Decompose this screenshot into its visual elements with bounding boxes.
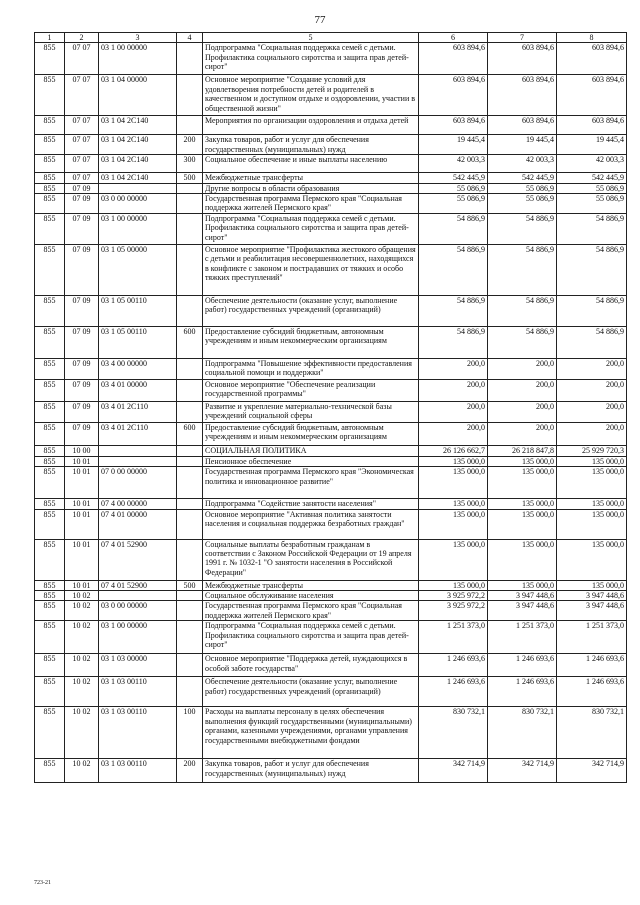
table-header-row (35, 33, 627, 43)
cell-subsection: 10 02 (65, 601, 99, 621)
cell-description: Основное мероприятие "Создание условий для удовлетворения потребности детей и родителей в качественном и доступном отдыхе и оздоровлении, участии в общественной жизни" (203, 75, 419, 116)
cell-subsection: 07 09 (65, 213, 99, 244)
table-row (35, 173, 627, 183)
cell-subsection: 10 01 (65, 456, 99, 466)
cell-expense-type: 300 (177, 155, 203, 173)
column-header: 7 (488, 33, 557, 43)
cell-description: Подпрограмма "Социальная поддержка семей с детьми. Профилактика социального сиротства и защита прав детей-сирот" (203, 621, 419, 654)
cell-amount-col8: 342 714,9 (557, 759, 627, 783)
cell-description: Предоставление субсидий бюджетным, автономным учреждениям и иным некоммерческим организациям (203, 326, 419, 358)
table-row (35, 707, 627, 759)
cell-target-article: 03 1 05 00000 (99, 244, 177, 295)
cell-section-code: 855 (35, 445, 65, 456)
cell-amount-col6: 3 925 972,2 (419, 591, 488, 601)
cell-amount-col6: 3 925 972,2 (419, 601, 488, 621)
cell-section-code: 855 (35, 456, 65, 466)
cell-amount-col8: 1 246 693,6 (557, 654, 627, 677)
cell-expense-type (177, 295, 203, 326)
cell-description: Закупка товаров, работ и услуг для обеспечения государственных (муниципальных) нужд (203, 135, 419, 155)
cell-description: Обеспечение деятельности (оказание услуг, выполнение работ) государственных учреждений (организаций) (203, 677, 419, 707)
table-row (35, 677, 627, 707)
cell-amount-col8: 542 445,9 (557, 173, 627, 183)
cell-amount-col6: 55 086,9 (419, 183, 488, 193)
cell-subsection: 07 09 (65, 422, 99, 445)
cell-description: Социальное обеспечение и иные выплаты населению (203, 155, 419, 173)
cell-expense-type: 500 (177, 173, 203, 183)
cell-subsection: 10 01 (65, 509, 99, 539)
cell-section-code: 855 (35, 539, 65, 580)
cell-amount-col7: 135 000,0 (488, 539, 557, 580)
cell-amount-col8: 200,0 (557, 379, 627, 401)
cell-description: Социальные выплаты безработным гражданам в соответствии с Законом Российской Федерации от 19 апреля 1991 г. № 1032-1 "О занятости населения в Российской Федерации" (203, 539, 419, 580)
cell-subsection: 10 02 (65, 707, 99, 759)
cell-amount-col6: 542 445,9 (419, 173, 488, 183)
cell-subsection: 07 07 (65, 173, 99, 183)
cell-expense-type (177, 677, 203, 707)
cell-amount-col8: 54 886,9 (557, 244, 627, 295)
cell-target-article: 03 1 03 00110 (99, 677, 177, 707)
table-row (35, 116, 627, 135)
cell-subsection: 07 09 (65, 358, 99, 379)
cell-amount-col8: 1 251 373,0 (557, 621, 627, 654)
cell-section-code: 855 (35, 379, 65, 401)
cell-amount-col8: 603 894,6 (557, 75, 627, 116)
cell-amount-col7: 1 251 373,0 (488, 621, 557, 654)
cell-amount-col6: 135 000,0 (419, 499, 488, 509)
cell-amount-col6: 1 246 693,6 (419, 654, 488, 677)
cell-amount-col8: 603 894,6 (557, 116, 627, 135)
cell-amount-col8: 25 929 720,3 (557, 445, 627, 456)
cell-target-article: 03 1 04 2С140 (99, 155, 177, 173)
cell-amount-col8: 55 086,9 (557, 194, 627, 214)
cell-subsection: 10 01 (65, 499, 99, 509)
cell-subsection: 07 09 (65, 183, 99, 193)
table-row (35, 621, 627, 654)
cell-section-code: 855 (35, 499, 65, 509)
table-row (35, 654, 627, 677)
cell-description: Государственная программа Пермского края "Экономическая политика и инновационное развитие" (203, 467, 419, 499)
cell-expense-type (177, 621, 203, 654)
cell-expense-type (177, 467, 203, 499)
table-row (35, 539, 627, 580)
cell-amount-col6: 135 000,0 (419, 539, 488, 580)
table-row (35, 244, 627, 295)
cell-description: Подпрограмма "Социальная поддержка семей с детьми. Профилактика социального сиротства и защита прав детей-сирот" (203, 43, 419, 75)
table-row (35, 445, 627, 456)
cell-subsection: 07 07 (65, 43, 99, 75)
cell-target-article: 07 4 01 52900 (99, 539, 177, 580)
table-row (35, 75, 627, 116)
cell-description: Мероприятия по организации оздоровления и отдыха детей (203, 116, 419, 135)
cell-amount-col6: 54 886,9 (419, 295, 488, 326)
cell-subsection: 07 07 (65, 155, 99, 173)
cell-amount-col6: 603 894,6 (419, 75, 488, 116)
cell-amount-col8: 200,0 (557, 358, 627, 379)
cell-section-code: 855 (35, 591, 65, 601)
cell-description: Государственная программа Пермского края "Социальная поддержка жителей Пермского края" (203, 601, 419, 621)
cell-amount-col8: 54 886,9 (557, 213, 627, 244)
cell-description: Государственная программа Пермского края "Социальная поддержка жителей Пермского края" (203, 194, 419, 214)
cell-description: Подпрограмма "Социальная поддержка семей с детьми. Профилактика социального сиротства и защита прав детей-сирот" (203, 213, 419, 244)
cell-amount-col6: 19 445,4 (419, 135, 488, 155)
cell-amount-col8: 603 894,6 (557, 43, 627, 75)
cell-expense-type (177, 194, 203, 214)
column-header: 8 (557, 33, 627, 43)
table-row (35, 499, 627, 509)
cell-expense-type: 600 (177, 326, 203, 358)
column-header: 1 (35, 33, 65, 43)
cell-amount-col7: 54 886,9 (488, 244, 557, 295)
cell-subsection: 07 09 (65, 244, 99, 295)
table-row (35, 183, 627, 193)
table-row (35, 456, 627, 466)
cell-target-article: 03 4 01 2С110 (99, 401, 177, 422)
column-header: 4 (177, 33, 203, 43)
table-row (35, 213, 627, 244)
cell-target-article: 03 4 00 00000 (99, 358, 177, 379)
cell-amount-col8: 54 886,9 (557, 326, 627, 358)
cell-amount-col6: 26 126 662,7 (419, 445, 488, 456)
cell-section-code: 855 (35, 183, 65, 193)
cell-amount-col8: 135 000,0 (557, 499, 627, 509)
cell-target-article (99, 591, 177, 601)
cell-expense-type (177, 213, 203, 244)
cell-description: Закупка товаров, работ и услуг для обеспечения государственных (муниципальных) нужд (203, 759, 419, 783)
table-row (35, 467, 627, 499)
cell-target-article: 03 1 04 2С140 (99, 116, 177, 135)
cell-subsection: 07 07 (65, 116, 99, 135)
cell-subsection: 10 01 (65, 539, 99, 580)
cell-amount-col6: 1 246 693,6 (419, 677, 488, 707)
cell-section-code: 855 (35, 173, 65, 183)
cell-section-code: 855 (35, 116, 65, 135)
cell-target-article: 07 4 01 52900 (99, 580, 177, 590)
cell-section-code: 855 (35, 401, 65, 422)
cell-section-code: 855 (35, 135, 65, 155)
cell-target-article: 03 1 05 00110 (99, 295, 177, 326)
cell-section-code: 855 (35, 677, 65, 707)
budget-table (34, 32, 627, 783)
cell-expense-type (177, 183, 203, 193)
cell-expense-type (177, 591, 203, 601)
cell-section-code: 855 (35, 580, 65, 590)
cell-target-article: 03 1 05 00110 (99, 326, 177, 358)
cell-section-code: 855 (35, 621, 65, 654)
cell-amount-col6: 135 000,0 (419, 509, 488, 539)
cell-amount-col6: 830 732,1 (419, 707, 488, 759)
cell-amount-col7: 54 886,9 (488, 213, 557, 244)
cell-subsection: 10 00 (65, 445, 99, 456)
cell-amount-col7: 200,0 (488, 422, 557, 445)
cell-amount-col6: 54 886,9 (419, 244, 488, 295)
cell-expense-type (177, 379, 203, 401)
cell-description: Основное мероприятие "Поддержка детей, нуждающихся в особой заботе государства" (203, 654, 419, 677)
cell-section-code: 855 (35, 467, 65, 499)
column-header: 5 (203, 33, 419, 43)
cell-description: Социальное обслуживание населения (203, 591, 419, 601)
table-row (35, 295, 627, 326)
table-row (35, 401, 627, 422)
table-row (35, 580, 627, 590)
cell-expense-type (177, 244, 203, 295)
cell-description: Предоставление субсидий бюджетным, автономным учреждениям и иным некоммерческим организациям (203, 422, 419, 445)
cell-subsection: 07 09 (65, 401, 99, 422)
cell-subsection: 07 07 (65, 135, 99, 155)
cell-amount-col7: 830 732,1 (488, 707, 557, 759)
cell-description: Обеспечение деятельности (оказание услуг, выполнение работ) государственных учреждений (организаций) (203, 295, 419, 326)
cell-description: Расходы на выплаты персоналу в целях обеспечения выполнения функций государственными (муниципальными) органами, казенными учреждениями, органами управления государственными внебюджетными фондами (203, 707, 419, 759)
cell-subsection: 10 02 (65, 759, 99, 783)
table-row (35, 194, 627, 214)
cell-section-code: 855 (35, 601, 65, 621)
cell-amount-col6: 54 886,9 (419, 213, 488, 244)
cell-subsection: 10 02 (65, 654, 99, 677)
cell-amount-col8: 135 000,0 (557, 580, 627, 590)
cell-amount-col7: 55 086,9 (488, 183, 557, 193)
column-header: 2 (65, 33, 99, 43)
cell-amount-col7: 200,0 (488, 379, 557, 401)
cell-description: Основное мероприятие "Активная политика занятости населения и социальная поддержка безработных граждан" (203, 509, 419, 539)
cell-section-code: 855 (35, 75, 65, 116)
cell-expense-type (177, 601, 203, 621)
cell-section-code: 855 (35, 654, 65, 677)
cell-amount-col6: 42 003,3 (419, 155, 488, 173)
cell-expense-type: 200 (177, 135, 203, 155)
cell-amount-col6: 200,0 (419, 422, 488, 445)
cell-target-article (99, 456, 177, 466)
cell-amount-col7: 1 246 693,6 (488, 654, 557, 677)
cell-amount-col7: 54 886,9 (488, 326, 557, 358)
cell-amount-col7: 3 947 448,6 (488, 601, 557, 621)
cell-amount-col8: 135 000,0 (557, 509, 627, 539)
cell-amount-col7: 26 218 847,8 (488, 445, 557, 456)
cell-section-code: 855 (35, 43, 65, 75)
page-number: 77 (314, 14, 326, 26)
cell-amount-col7: 135 000,0 (488, 467, 557, 499)
cell-target-article: 07 0 00 00000 (99, 467, 177, 499)
cell-amount-col6: 603 894,6 (419, 116, 488, 135)
cell-amount-col7: 200,0 (488, 401, 557, 422)
cell-amount-col8: 3 947 448,6 (557, 601, 627, 621)
table-row (35, 379, 627, 401)
cell-expense-type (177, 654, 203, 677)
cell-amount-col8: 830 732,1 (557, 707, 627, 759)
cell-description: Подпрограмма "Содействие занятости населения" (203, 499, 419, 509)
cell-expense-type: 100 (177, 707, 203, 759)
cell-amount-col7: 135 000,0 (488, 499, 557, 509)
cell-amount-col6: 55 086,9 (419, 194, 488, 214)
cell-target-article (99, 445, 177, 456)
cell-section-code: 855 (35, 194, 65, 214)
cell-target-article: 03 1 04 00000 (99, 75, 177, 116)
cell-amount-col7: 42 003,3 (488, 155, 557, 173)
cell-amount-col8: 135 000,0 (557, 467, 627, 499)
cell-expense-type (177, 456, 203, 466)
cell-section-code: 855 (35, 707, 65, 759)
cell-amount-col7: 603 894,6 (488, 43, 557, 75)
cell-expense-type (177, 75, 203, 116)
cell-amount-col7: 135 000,0 (488, 509, 557, 539)
cell-target-article: 03 1 03 00110 (99, 759, 177, 783)
cell-subsection: 10 02 (65, 591, 99, 601)
cell-section-code: 855 (35, 509, 65, 539)
cell-amount-col6: 200,0 (419, 379, 488, 401)
cell-amount-col8: 3 947 448,6 (557, 591, 627, 601)
cell-target-article: 03 1 03 00000 (99, 654, 177, 677)
column-header: 6 (419, 33, 488, 43)
cell-subsection: 07 09 (65, 379, 99, 401)
cell-amount-col7: 55 086,9 (488, 194, 557, 214)
cell-target-article: 07 4 00 00000 (99, 499, 177, 509)
cell-amount-col6: 342 714,9 (419, 759, 488, 783)
cell-amount-col8: 42 003,3 (557, 155, 627, 173)
cell-target-article: 03 1 00 00000 (99, 213, 177, 244)
cell-amount-col6: 200,0 (419, 358, 488, 379)
cell-amount-col8: 135 000,0 (557, 456, 627, 466)
table-row (35, 326, 627, 358)
cell-amount-col7: 542 445,9 (488, 173, 557, 183)
cell-amount-col7: 603 894,6 (488, 75, 557, 116)
cell-amount-col6: 54 886,9 (419, 326, 488, 358)
cell-section-code: 855 (35, 326, 65, 358)
cell-amount-col8: 1 246 693,6 (557, 677, 627, 707)
cell-amount-col8: 200,0 (557, 422, 627, 445)
cell-amount-col7: 135 000,0 (488, 456, 557, 466)
cell-target-article: 03 4 01 2С110 (99, 422, 177, 445)
cell-target-article: 03 1 04 2С140 (99, 173, 177, 183)
cell-amount-col7: 19 445,4 (488, 135, 557, 155)
cell-target-article: 03 1 03 00110 (99, 707, 177, 759)
table-row (35, 509, 627, 539)
cell-amount-col7: 54 886,9 (488, 295, 557, 326)
cell-description: Межбюджетные трансферты (203, 173, 419, 183)
cell-expense-type (177, 509, 203, 539)
cell-section-code: 855 (35, 244, 65, 295)
cell-subsection: 07 09 (65, 326, 99, 358)
table-body (35, 43, 627, 783)
cell-description: Основное мероприятие "Обеспечение реализации государственной программы" (203, 379, 419, 401)
cell-amount-col6: 200,0 (419, 401, 488, 422)
cell-target-article: 03 4 01 00000 (99, 379, 177, 401)
cell-subsection: 10 02 (65, 677, 99, 707)
table-row (35, 601, 627, 621)
cell-description: Основное мероприятие "Профилактика жестокого обращения с детьми и реабилитация несовершеннолетних, находящихся в конфликте с законом и пострадавших от тяжких и особо тяжких преступлений" (203, 244, 419, 295)
cell-expense-type (177, 539, 203, 580)
cell-amount-col7: 342 714,9 (488, 759, 557, 783)
cell-expense-type (177, 358, 203, 379)
cell-section-code: 855 (35, 358, 65, 379)
cell-amount-col8: 19 445,4 (557, 135, 627, 155)
cell-description: Пенсионное обеспечение (203, 456, 419, 466)
cell-subsection: 10 02 (65, 621, 99, 654)
cell-target-article: 03 0 00 00000 (99, 601, 177, 621)
table-row (35, 591, 627, 601)
table-row (35, 358, 627, 379)
cell-expense-type: 600 (177, 422, 203, 445)
cell-amount-col8: 55 086,9 (557, 183, 627, 193)
cell-target-article: 07 4 01 00000 (99, 509, 177, 539)
cell-expense-type: 500 (177, 580, 203, 590)
table-row (35, 43, 627, 75)
cell-section-code: 855 (35, 422, 65, 445)
cell-subsection: 07 09 (65, 194, 99, 214)
cell-amount-col7: 603 894,6 (488, 116, 557, 135)
footer-code: 723-21 (34, 880, 51, 886)
cell-expense-type (177, 43, 203, 75)
table-row (35, 155, 627, 173)
cell-expense-type (177, 499, 203, 509)
cell-description: Другие вопросы в области образования (203, 183, 419, 193)
cell-target-article: 03 1 00 00000 (99, 43, 177, 75)
cell-amount-col6: 1 251 373,0 (419, 621, 488, 654)
cell-amount-col6: 135 000,0 (419, 580, 488, 590)
cell-amount-col8: 54 886,9 (557, 295, 627, 326)
cell-target-article: 03 0 00 00000 (99, 194, 177, 214)
cell-section-code: 855 (35, 295, 65, 326)
cell-expense-type (177, 445, 203, 456)
cell-amount-col7: 135 000,0 (488, 580, 557, 590)
cell-amount-col8: 135 000,0 (557, 539, 627, 580)
cell-description: СОЦИАЛЬНАЯ ПОЛИТИКА (203, 445, 419, 456)
cell-amount-col8: 200,0 (557, 401, 627, 422)
cell-expense-type (177, 116, 203, 135)
cell-description: Межбюджетные трансферты (203, 580, 419, 590)
cell-subsection: 07 07 (65, 75, 99, 116)
cell-amount-col7: 3 947 448,6 (488, 591, 557, 601)
cell-amount-col6: 603 894,6 (419, 43, 488, 75)
cell-expense-type: 200 (177, 759, 203, 783)
cell-amount-col7: 1 246 693,6 (488, 677, 557, 707)
cell-target-article (99, 183, 177, 193)
cell-amount-col6: 135 000,0 (419, 467, 488, 499)
cell-description: Развитие и укрепление материально-технической базы учреждений социальной сферы (203, 401, 419, 422)
cell-description: Подпрограмма "Повышение эффективности предоставления социальной помощи и поддержки" (203, 358, 419, 379)
cell-subsection: 07 09 (65, 295, 99, 326)
table-row (35, 135, 627, 155)
cell-section-code: 855 (35, 155, 65, 173)
column-header: 3 (99, 33, 177, 43)
cell-subsection: 10 01 (65, 467, 99, 499)
cell-section-code: 855 (35, 213, 65, 244)
cell-section-code: 855 (35, 759, 65, 783)
cell-subsection: 10 01 (65, 580, 99, 590)
cell-expense-type (177, 401, 203, 422)
cell-amount-col6: 135 000,0 (419, 456, 488, 466)
cell-target-article: 03 1 00 00000 (99, 621, 177, 654)
cell-amount-col7: 200,0 (488, 358, 557, 379)
table-row (35, 422, 627, 445)
cell-target-article: 03 1 04 2С140 (99, 135, 177, 155)
table-row (35, 759, 627, 783)
